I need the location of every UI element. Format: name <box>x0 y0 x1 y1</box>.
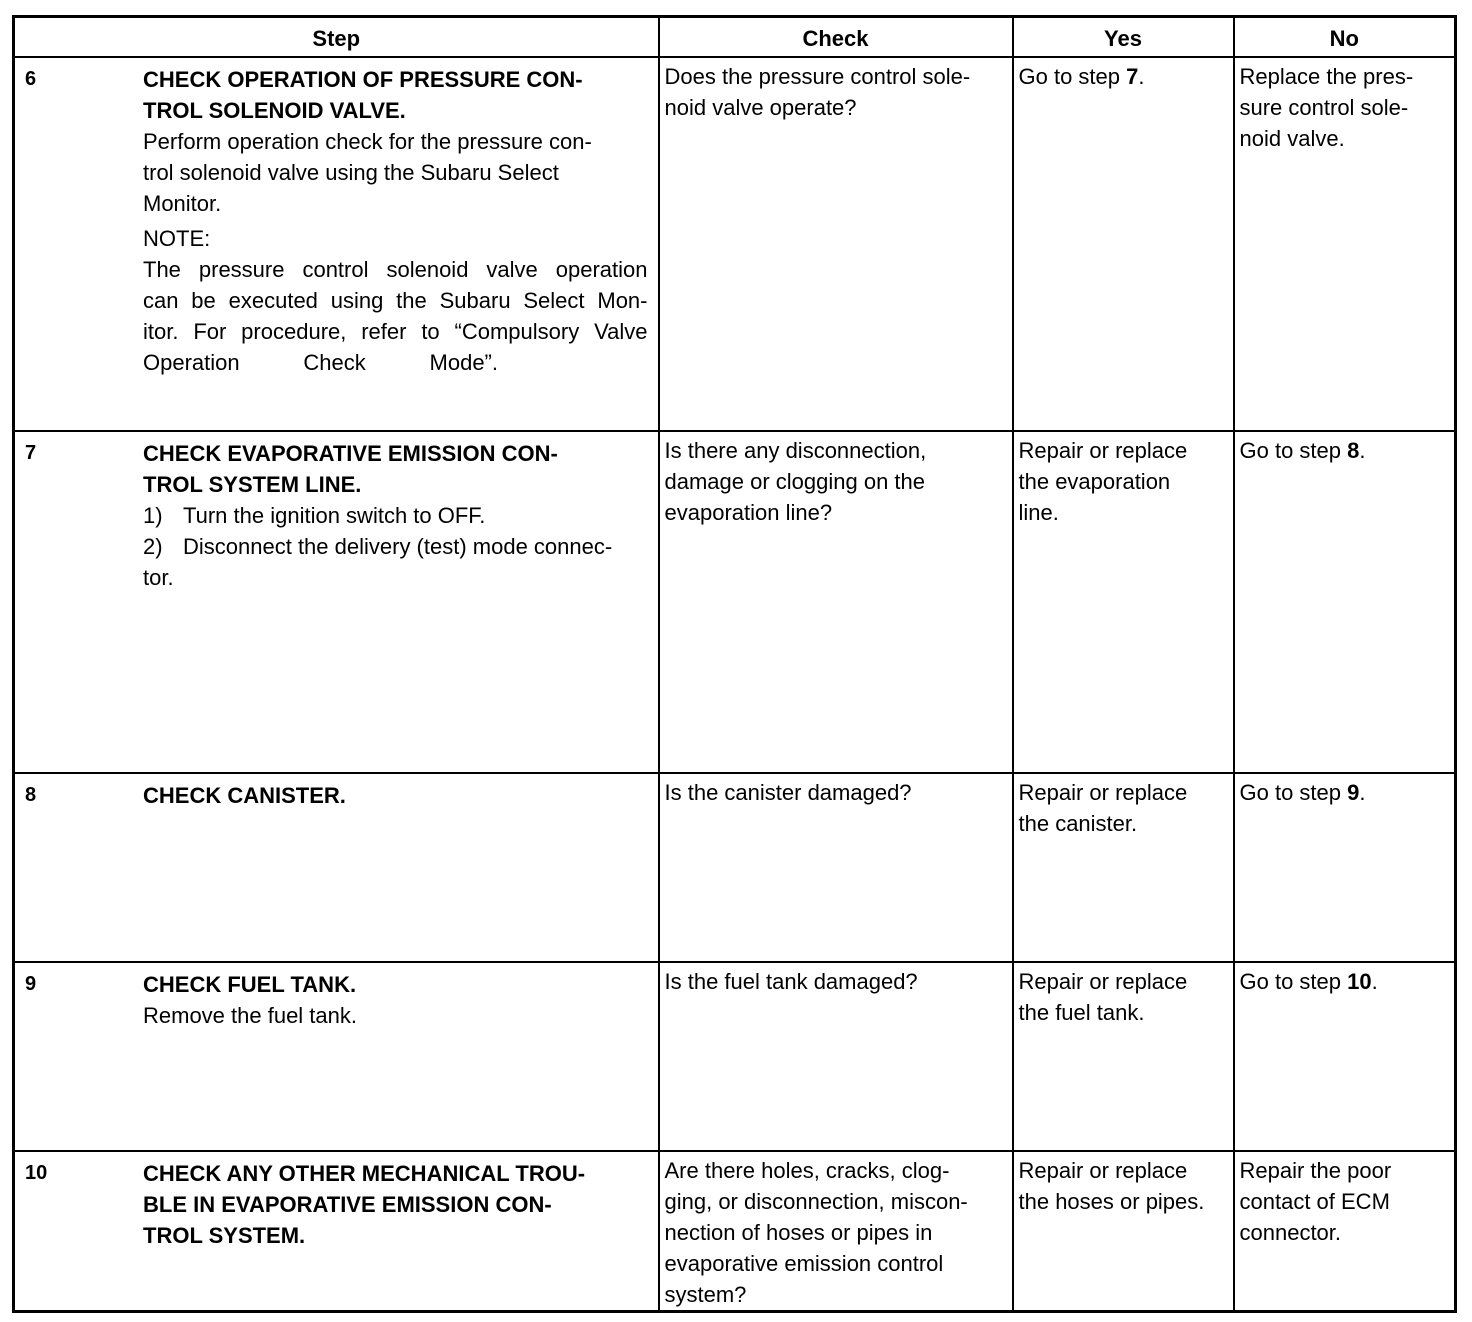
check-text-line: Is the fuel tank damaged? <box>664 969 918 994</box>
step-title-line: CHECK CANISTER. <box>143 783 346 808</box>
table-row-step-9 <box>14 962 1456 1151</box>
step-title-line: CHECK ANY OTHER MECHANICAL TROU- <box>143 1161 586 1186</box>
yes-text-line: Repair or replace <box>1018 969 1188 994</box>
step-text-line: Perform operation check for the pressure con- <box>143 129 592 154</box>
step-title-line: TROL SOLENOID VALVE. <box>143 98 406 123</box>
yes-text-line: the hoses or pipes. <box>1018 1189 1205 1214</box>
step-cell <box>14 962 659 1151</box>
step-title-line: CHECK EVAPORATIVE EMISSION CON- <box>143 441 558 466</box>
check-cell <box>659 57 1013 431</box>
step-title-line: TROL SYSTEM LINE. <box>143 472 362 497</box>
yes-text-line: Repair or replace <box>1018 780 1188 805</box>
check-text-line: evaporative emission control <box>664 1251 944 1276</box>
yes-suffix: . <box>1138 64 1145 89</box>
header-check: Check <box>659 17 1013 58</box>
list-item <box>143 500 648 531</box>
header-step: Step <box>14 17 659 58</box>
yes-text-line: line. <box>1018 500 1059 525</box>
note-text-line: The pressure control solenoid valve operation <box>143 257 648 282</box>
list-item-text: Disconnect the delivery (test) mode connec- <box>183 534 613 559</box>
yes-prefix: Go to step <box>1018 64 1127 89</box>
step-number: 7 <box>25 442 37 464</box>
check-text-line: noid valve operate? <box>664 95 857 120</box>
yes-step-ref: 7 <box>1126 64 1139 89</box>
check-text-line: evaporation line? <box>664 500 833 525</box>
no-cell <box>1234 57 1456 431</box>
check-text-line: damage or clogging on the <box>664 469 926 494</box>
check-text-line: system? <box>664 1282 747 1307</box>
step-number: 9 <box>25 973 37 995</box>
no-step-ref: 10 <box>1347 969 1372 994</box>
check-text-line: nection of hoses or pipes in <box>664 1220 933 1245</box>
step-title-line: CHECK OPERATION OF PRESSURE CON- <box>143 67 583 92</box>
check-text-line: Is there any disconnection, <box>664 438 927 463</box>
yes-cell <box>1013 1151 1234 1312</box>
check-text-line: ging, or disconnection, miscon- <box>664 1189 968 1214</box>
list-item-continuation: tor. <box>143 565 174 590</box>
list-item-number: 2) <box>143 534 163 559</box>
step-cell <box>14 773 659 962</box>
no-text-line: sure control sole- <box>1239 95 1409 120</box>
step-title-line: TROL SYSTEM. <box>143 1223 306 1248</box>
check-cell <box>659 431 1013 773</box>
step-number: 10 <box>25 1162 48 1184</box>
yes-cell <box>1013 57 1234 431</box>
table-row-step-8 <box>14 773 1456 962</box>
step-number: 6 <box>25 68 37 90</box>
no-suffix: . <box>1371 969 1378 994</box>
check-text-line: Is the canister damaged? <box>664 780 912 805</box>
no-text-line: connector. <box>1239 1220 1342 1245</box>
table-row-step-7 <box>14 431 1456 773</box>
no-text-line: noid valve. <box>1239 126 1345 151</box>
yes-text-line: the canister. <box>1018 811 1138 836</box>
step-title-line: BLE IN EVAPORATIVE EMISSION CON- <box>143 1192 552 1217</box>
step-text-line: Remove the fuel tank. <box>143 1003 358 1028</box>
note-text-line: Operation Check Mode”. <box>143 350 498 375</box>
no-text-line: Repair the poor <box>1239 1158 1392 1183</box>
check-text-line: Are there holes, cracks, clog- <box>664 1158 950 1183</box>
no-cell <box>1234 431 1456 773</box>
step-title-line: CHECK FUEL TANK. <box>143 972 357 997</box>
no-step-ref: 9 <box>1347 780 1360 805</box>
no-cell <box>1234 962 1456 1151</box>
no-cell <box>1234 773 1456 962</box>
list-item-text: Turn the ignition switch to OFF. <box>183 503 486 528</box>
no-prefix: Go to step <box>1239 438 1348 463</box>
no-text-line: Replace the pres- <box>1239 64 1414 89</box>
note-label: NOTE: <box>143 226 211 251</box>
step-text-line: Monitor. <box>143 191 222 216</box>
check-cell <box>659 773 1013 962</box>
header-no: No <box>1234 17 1456 58</box>
yes-cell <box>1013 431 1234 773</box>
list-item-number: 1) <box>143 503 163 528</box>
check-cell <box>659 962 1013 1151</box>
step-number: 8 <box>25 784 37 806</box>
table-row-step-10 <box>14 1151 1456 1312</box>
yes-cell <box>1013 773 1234 962</box>
header-row <box>14 17 1456 58</box>
note-text-line: can be executed using the Subaru Select Mon- <box>143 288 648 313</box>
yes-text-line: the fuel tank. <box>1018 1000 1145 1025</box>
yes-cell <box>1013 962 1234 1151</box>
step-cell <box>14 57 659 431</box>
header-yes: Yes <box>1013 17 1234 58</box>
yes-text-line: the evaporation <box>1018 469 1171 494</box>
check-cell <box>659 1151 1013 1312</box>
no-cell <box>1234 1151 1456 1312</box>
no-step-ref: 8 <box>1347 438 1360 463</box>
no-text-line: contact of ECM <box>1239 1189 1390 1214</box>
list-item <box>143 531 648 562</box>
no-prefix: Go to step <box>1239 780 1348 805</box>
step-cell <box>14 431 659 773</box>
no-prefix: Go to step <box>1239 969 1348 994</box>
no-suffix: . <box>1359 780 1366 805</box>
check-text-line: Does the pressure control sole- <box>664 64 971 89</box>
yes-text-line: Repair or replace <box>1018 438 1188 463</box>
table-row-step-6 <box>14 57 1456 431</box>
no-suffix: . <box>1359 438 1366 463</box>
yes-text-line: Repair or replace <box>1018 1158 1188 1183</box>
step-text-line: trol solenoid valve using the Subaru Select <box>143 160 559 185</box>
step-cell <box>14 1151 659 1312</box>
diagnostic-table <box>12 15 1457 1313</box>
note-text-line: itor. For procedure, refer to “Compulsory Valve <box>143 319 648 344</box>
